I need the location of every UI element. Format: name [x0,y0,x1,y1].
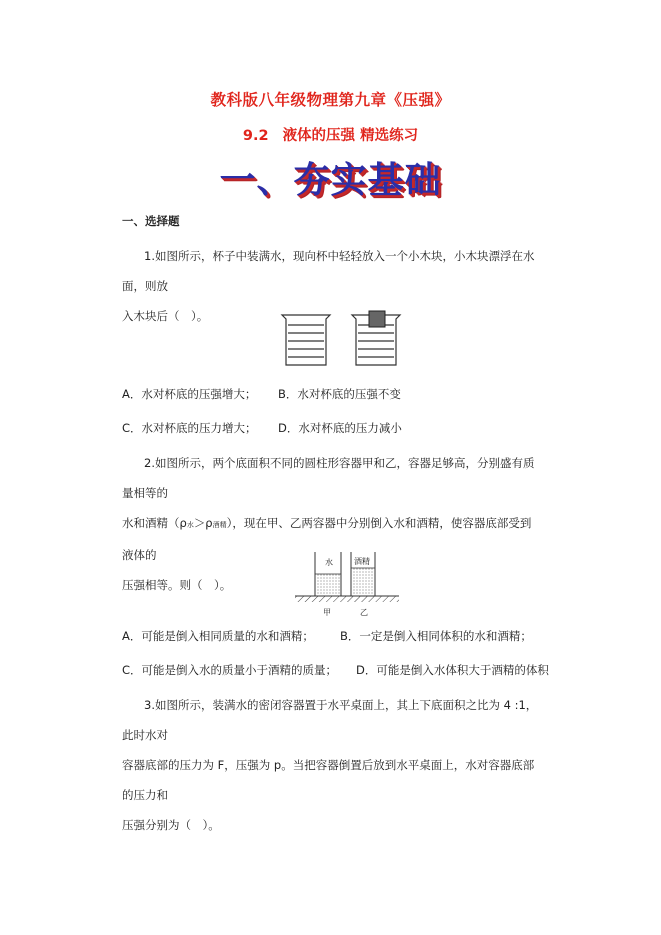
rho-water-sub: 水 [186,521,194,529]
section-name: 液体的压强 精选练习 [282,128,419,144]
beaker-empty [282,315,330,365]
q1-option-d: D．水对杯底的压力减小 [278,421,402,435]
label-jia: 甲 [323,608,331,617]
section-title [0,124,661,145]
section-number: 9.2 [242,128,269,144]
q2-option-c: C．可能是倒入水的质量小于酒精的质量； [122,663,338,677]
question-1-figure [278,309,408,371]
rho-alcohol-sub: 酒精 [212,521,227,529]
question-1-line-2: 入木块后（ ）。 [122,309,209,323]
document-title: 教科版八年级物理第九章《压强》 [210,91,451,109]
table-surface [295,596,399,602]
question-2-line-2a: 水和酒精（ρ [122,516,187,530]
part-heading: 一、选择题 [122,214,180,228]
q1-option-b: B．水对杯底的压强不变 [278,387,401,401]
question-3-line-1: 3.如图所示，装满水的密闭容器置于水平桌面上，其上下底面积之比为 4 :1，此时水对 [122,698,538,742]
question-2-line-2b: ），现在甲、乙两容器中分别倒入水和酒精，使容器底部受到液体的 [122,516,532,562]
q2-option-d: D．可能是倒入水体积大于酒精的体积 [356,663,549,677]
question-3-line-2: 容器底部的压力为 F，压强为 p。当把容器倒置后放到水平桌面上，水对容器底部的压力和 [122,758,535,802]
question-2-line-3: 压强相等。则（ ）。 [122,578,232,592]
wood-block [369,311,385,327]
gt-symbol: ＞ρ [193,516,213,530]
label-yi: 乙 [360,608,368,617]
question-3-text [122,690,542,840]
banner-heading: 一、夯实基础 [219,160,442,201]
question-2-line-1: 2.如图所示，两个底面积不同的圆柱形容器甲和乙，容器足够高，分别盛有质量相等的 [122,456,535,500]
question-1-line-1: 1.如图所示，杯子中装满水，现向杯中轻轻放入一个小木块，小木块漂浮在水面，则放 [122,249,535,293]
q1-option-a: A．水对杯底的压强增大； [122,387,257,401]
question-3-line-3: 压强分别为（ ）。 [122,818,220,832]
label-alcohol: 酒精 [354,557,370,566]
q2-option-b: B．一定是倒入相同体积的水和酒精； [340,629,532,643]
q1-option-c: C．水对杯底的压力增大； [122,421,257,435]
q2-option-a: A．可能是倒入相同质量的水和酒精； [122,629,314,643]
question-2-figure [293,550,403,618]
label-water: 水 [325,558,333,567]
